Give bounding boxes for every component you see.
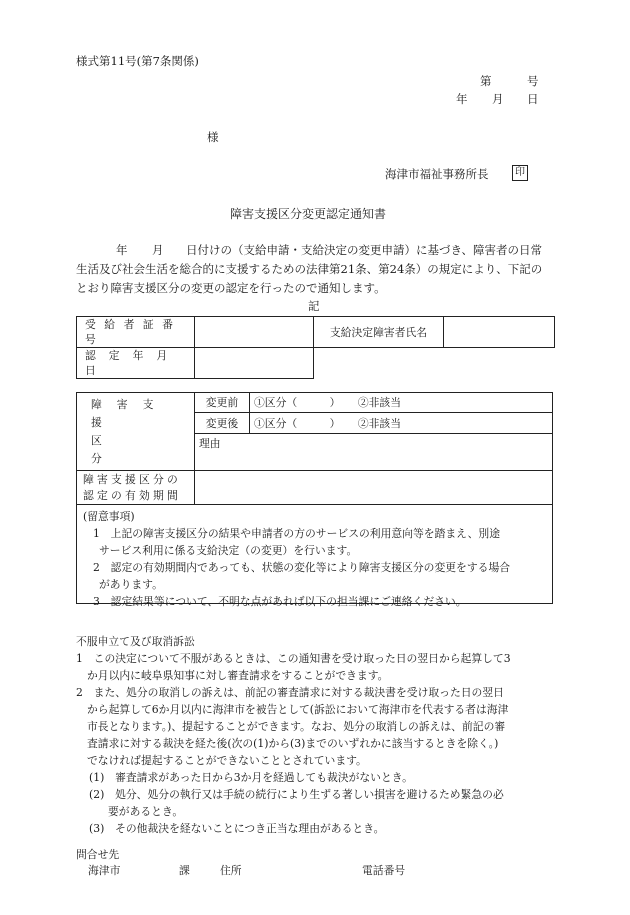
intro-line-2: 生活及び社会生活を総合的に支援するための法律第21条、第24条）の規定により、下記の xyxy=(76,262,543,276)
ki-mark: 記 xyxy=(308,299,320,313)
after-options[interactable] xyxy=(250,413,553,434)
appeal-line-1: 1 この決定について不服があるときは、この通知書を受け取った日の翌日から起算して3 xyxy=(76,652,511,665)
before-label: 変更前 xyxy=(195,393,250,413)
after-label: 変更後 xyxy=(195,413,250,434)
appeal-line-2: か月以内に岐阜県知事に対し審査請求をすることができます。 xyxy=(87,669,389,682)
date-month: 月 xyxy=(492,92,504,106)
note-2-cont: があります。 xyxy=(99,578,163,591)
date-day: 日 xyxy=(527,92,539,106)
intro-line-3: とおり障害支援区分の変更の認定を行ったので通知します。 xyxy=(76,281,386,295)
reason-cell[interactable] xyxy=(195,434,553,471)
category-table xyxy=(76,392,553,608)
cert-date-value[interactable] xyxy=(195,348,314,379)
appeal-item-3: (3) その他裁決を経ないことにつき正当な理由があるとき。 xyxy=(89,822,385,835)
validity-label-1: 障害支援区分の xyxy=(83,472,181,486)
validity-label-2: 認定の有効期間 xyxy=(83,488,181,502)
appeal-item-1: (1) 審査請求があった日から3か月を経過しても裁決がないとき。 xyxy=(89,771,413,784)
appeal-line-5: 市長となります。)、提起することができます。なお、処分の取消しの訴えは、前記の審 xyxy=(87,720,506,733)
contact-ka: 課 xyxy=(179,864,190,877)
cert-date-label-cell xyxy=(77,348,195,379)
notes-cell xyxy=(77,505,553,608)
number-dai: 第 xyxy=(480,74,492,88)
cert-date-label: 認定年月日 xyxy=(85,349,181,377)
note-1-cont: サービス利用に係る支給決定（の変更）を行います。 xyxy=(99,544,358,557)
notes-heading: (留意事項) xyxy=(83,510,135,523)
before-option-2[interactable]: ②非該当 xyxy=(357,396,401,409)
addressee-suffix: 様 xyxy=(207,130,219,144)
validity-value[interactable] xyxy=(195,471,553,505)
appeal-item-2: (2) 処分、処分の執行又は手続の続行により生ずる著しい損害を避けるため緊急の必 xyxy=(89,788,504,801)
contact-address: 住所 xyxy=(220,864,242,877)
note-2: 2 認定の有効期間内であっても、状態の変化等により障害支援区分の変更をする場合 xyxy=(93,561,511,574)
category-label-cell xyxy=(77,393,195,471)
cert-number-value[interactable] xyxy=(195,317,314,348)
contact-city: 海津市 xyxy=(88,864,121,877)
appeal-line-3: 2 また、処分の取消しの訴えは、前記の審査請求に対する裁決書を受け取った日の翌日 xyxy=(76,686,504,699)
before-options[interactable] xyxy=(250,393,553,413)
reason-label: 理由 xyxy=(199,437,221,450)
number-go: 号 xyxy=(527,74,539,88)
category-label-2: 区分 xyxy=(91,433,162,465)
recipient-name-value[interactable] xyxy=(444,317,555,348)
intro-year: 年 xyxy=(116,243,128,257)
blank-cell xyxy=(314,348,555,379)
recipient-name-label: 支給決定障害者氏名 xyxy=(314,317,444,348)
after-option-1[interactable]: ①区分（ ） xyxy=(254,416,341,430)
date-year: 年 xyxy=(456,92,468,106)
appeal-heading: 不服申立て及び取消訴訟 xyxy=(76,635,195,648)
appeal-line-4: から起算して6か月以内に海津市を被告として(訴訟において海津市を代表する者は海津 xyxy=(87,703,509,716)
intro-month: 月 xyxy=(152,243,164,257)
note-1: 1 上記の障害支援区分の結果や申請者の方のサービスの利用意向等を踏まえ、別途 xyxy=(93,527,500,540)
document-title: 障害支援区分変更認定通知書 xyxy=(230,207,387,221)
validity-label-cell xyxy=(77,471,195,505)
form-number: 様式第11号(第7条関係) xyxy=(76,54,199,68)
appeal-line-6: 査請求に対する裁決を経た後(次の(1)から(3)までのいずれかに該当するときを除く。) xyxy=(87,737,499,750)
contact-heading: 問合せ先 xyxy=(76,848,120,861)
issuer: 海津市福祉事務所長 xyxy=(385,167,489,181)
cert-number-label-cell xyxy=(77,317,195,348)
intro-line-1: 日付けの（支給申請・支給決定の変更申請）に基づき、障害者の日常 xyxy=(186,243,543,257)
cert-number-label-text: 受給者証番号 xyxy=(85,318,182,346)
appeal-item-2-cont: 要があるとき。 xyxy=(108,805,184,818)
contact-phone: 電話番号 xyxy=(362,864,406,877)
appeal-line-7: でなければ提起することができないこととされています。 xyxy=(87,754,367,767)
after-option-2[interactable]: ②非該当 xyxy=(357,416,401,430)
category-label-1: 障害支援 xyxy=(91,397,169,429)
seal-stamp: 印 xyxy=(512,165,528,181)
before-option-1[interactable]: ①区分（ ） xyxy=(254,396,341,409)
recipient-table xyxy=(76,316,555,379)
cert-number-label xyxy=(77,317,194,347)
note-3: 3 認定結果等について、不明な点があれば以下の担当課にご連絡ください。 xyxy=(93,595,467,608)
